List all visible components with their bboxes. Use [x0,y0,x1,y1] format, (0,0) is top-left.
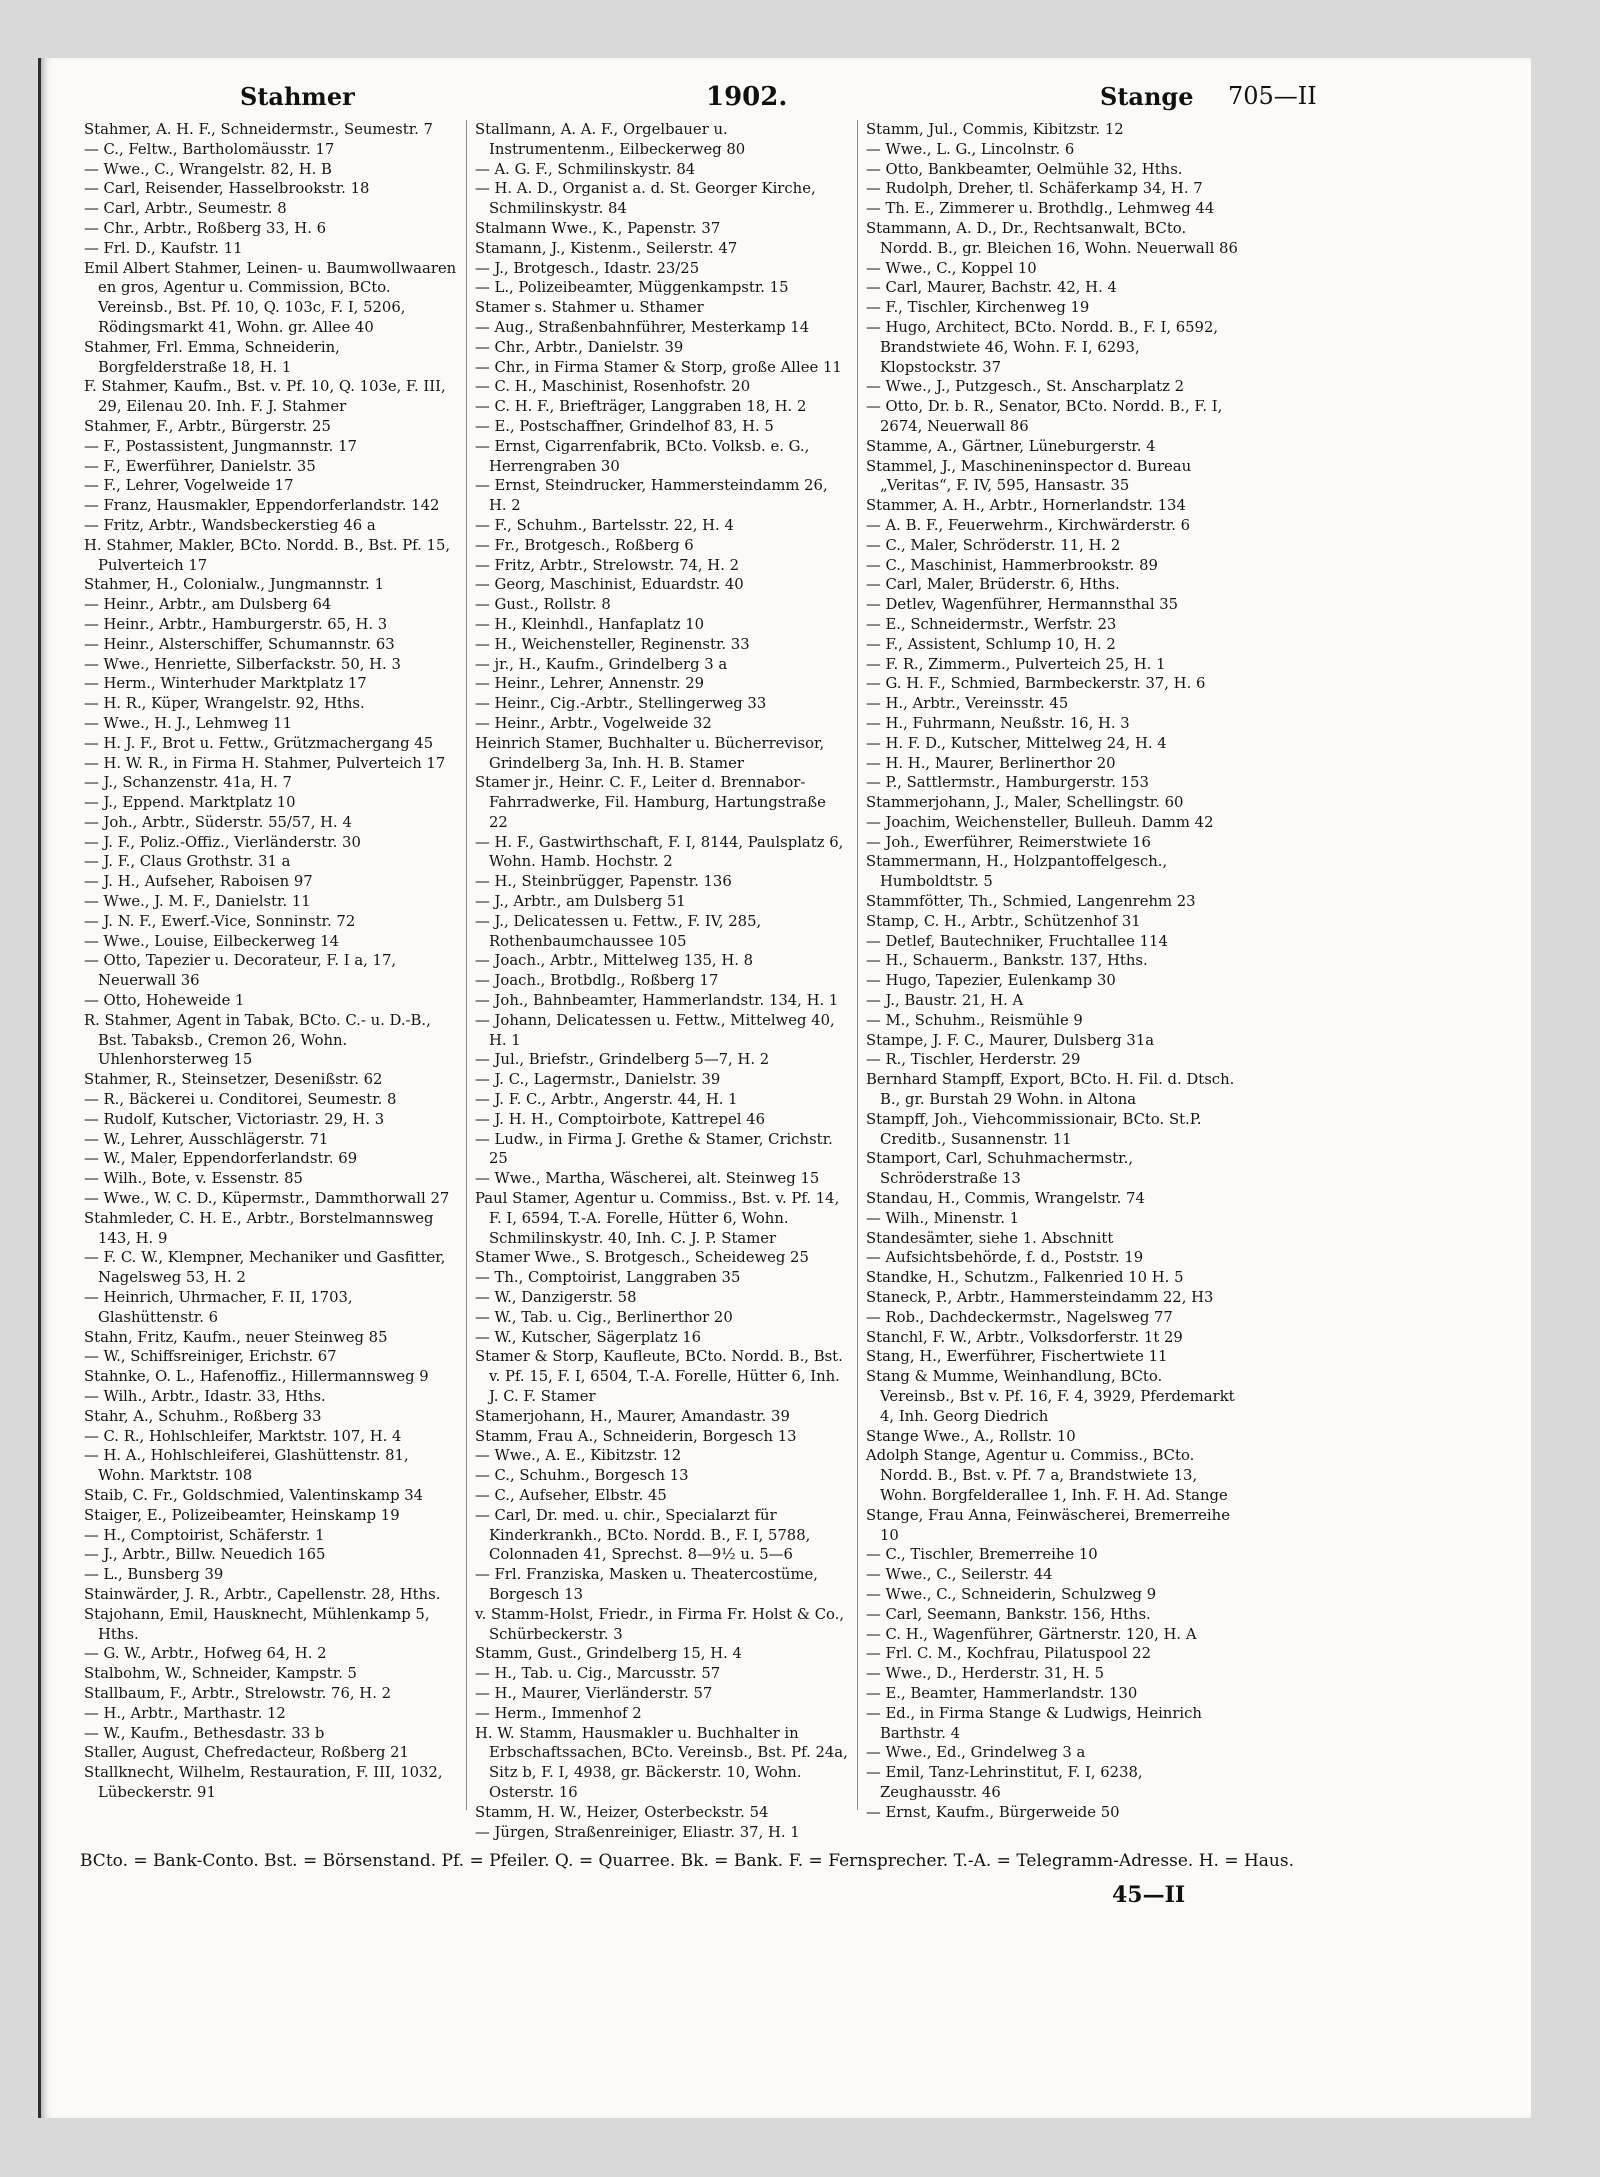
directory-entry: — Aug., Straßenbahnführer, Mesterkamp 14 [475,318,810,336]
directory-entry: — Heinr., Alsterschiffer, Schumannstr. 63 [84,635,395,653]
directory-entry: — Wwe., J., Putzgesch., St. Anscharplatz 2 [866,378,1185,396]
directory-entry: — Georg, Maschinist, Eduardstr. 40 [475,576,744,594]
directory-entry: Staller, August, Chefredacteur, Roßberg 21 [84,1744,409,1762]
directory-entry: — C., Aufseher, Elbstr. 45 [475,1486,667,1504]
directory-entry: — Otto, Hoheweide 1 [84,992,245,1010]
directory-entry: Stammfötter, Th., Schmied, Langenrehm 23 [866,893,1196,911]
directory-entry: Stamp, C. H., Arbtr., Schützenhof 31 [866,912,1141,930]
directory-entry: — W., Maler, Eppendorferlandstr. 69 [84,1150,358,1168]
directory-entry: Staneck, P., Arbtr., Hammersteindamm 22, H3 [866,1289,1214,1307]
directory-entry: — Chr., in Firma Stamer & Storp, große Allee 11 [475,358,842,376]
directory-entry: — J., Brotgesch., Idastr. 23/25 [475,259,700,277]
directory-entry: Stanchl, F. W., Arbtr., Volksdorferstr. 1t 29 [866,1328,1183,1346]
directory-entry: — Fr., Brotgesch., Roßberg 6 [475,536,694,554]
directory-entry: — Wwe., J. M. F., Danielstr. 11 [84,893,311,911]
directory-entry: — W., Kutscher, Sägerplatz 16 [475,1328,702,1346]
directory-entry: — Fritz, Arbtr., Wandsbeckerstieg 46 a [84,516,376,534]
directory-entry: — G. H. F., Schmied, Barmbeckerstr. 37, H. 6 [866,675,1206,693]
directory-entry: — J. N. F., Ewerf.-Vice, Sonninstr. 72 [84,912,356,930]
directory-entry: — Wwe., Ed., Grindelweg 3 a [866,1744,1086,1762]
directory-entry: — Emil, Tanz-Lehrinstitut, F. I, 6238, Zeughausstr. 46 [866,1764,1143,1801]
directory-entry: Standke, H., Schutzm., Falkenried 10 H. 5 [866,1269,1184,1287]
directory-entry: Stamer s. Stahmer u. Sthamer [475,299,704,317]
directory-entry: Stange Wwe., A., Rollstr. 10 [866,1427,1076,1445]
directory-entry: — A. G. F., Schmilinskystr. 84 [475,160,696,178]
directory-entry: — Joh., Bahnbeamter, Hammerlandstr. 134, H. 1 [475,992,839,1010]
directory-entry: — Ernst, Cigarrenfabrik, BCto. Volksb. e. G., Herrengraben 30 [475,437,810,475]
footer-page-marker: 45—II [1112,1882,1186,1908]
directory-entry: — Heinr., Arbtr., am Dulsberg 64 [84,596,332,614]
directory-entry: — Wilh., Bote, v. Essenstr. 85 [84,1170,303,1188]
directory-entry: — W., Tab. u. Cig., Berlinerthor 20 [475,1308,733,1326]
directory-entry: — Wwe., H. J., Lehmweg 11 [84,714,293,732]
directory-entry: Stamm, Jul., Commis, Kibitzstr. 12 [866,121,1124,138]
directory-entry: Stamm, H. W., Heizer, Osterbeckstr. 54 [475,1803,769,1821]
directory-entry: — P., Sattlermstr., Hamburgerstr. 153 [866,774,1149,792]
directory-entry: Stahn, Fritz, Kaufm., neuer Steinweg 85 [84,1328,388,1346]
directory-entry: — Wwe., Louise, Eilbeckerweg 14 [84,932,340,950]
directory-entry: — H. J. F., Brot u. Fettw., Grützmachergang 45 [84,734,434,752]
directory-entry: — H., Tab. u. Cig., Marcusstr. 57 [475,1665,721,1683]
directory-entry: — Joh., Ewerführer, Reimerstwiete 16 [866,833,1151,851]
column-1 [76,120,467,1810]
directory-entry: — G. W., Arbtr., Hofweg 64, H. 2 [84,1645,327,1663]
directory-entry: Stainwärder, J. R., Arbtr., Capellenstr. 28, Hths. [84,1585,441,1603]
directory-entry: Paul Stamer, Agentur u. Commiss., Bst. v. Pf. 14, F. I, 6594, T.-A. Forelle, Hütter 6, Wohn. Schmilinskystr. 40, Inh. C. J. P. Stamer [475,1190,840,1247]
directory-entry: Stampe, J. F. C., Maurer, Dulsberg 31a [866,1031,1155,1049]
directory-entry: — Heinr., Arbtr., Vogelweide 32 [475,714,712,732]
directory-entry: — J., Delicatessen u. Fettw., F. IV, 285, Rothenbaumchaussee 105 [475,912,762,950]
directory-entry: v. Stamm-Holst, Friedr., in Firma Fr. Holst & Co., Schürbeckerstr. 3 [475,1605,845,1643]
directory-entry: Stammermann, H., Holzpantoffelgesch., Humboldtstr. 5 [866,853,1168,891]
directory-entry: — Detlev, Wagenführer, Hermannsthal 35 [866,596,1179,614]
directory-entry: — H., Steinbrügger, Papenstr. 136 [475,873,732,891]
directory-entry: — Aufsichtsbehörde, f. d., Poststr. 19 [866,1249,1144,1267]
directory-entry: Stamerjohann, H., Maurer, Amandastr. 39 [475,1407,790,1425]
directory-entry: — Johann, Delicatessen u. Fettw., Mittelweg 40, H. 1 [475,1011,835,1049]
directory-entry: — H. W. R., in Firma H. Stahmer, Pulverteich 17 [84,754,446,772]
directory-entry: — R., Bäckerei u. Conditorei, Seumestr. 8 [84,1091,397,1109]
directory-entry: — J. F. C., Arbtr., Angerstr. 44, H. 1 [475,1091,738,1109]
directory-entry: — H. H., Maurer, Berlinerthor 20 [866,754,1116,772]
directory-entry: — H., Maurer, Vierländerstr. 57 [475,1684,713,1702]
directory-entry: Stamer & Storp, Kaufleute, BCto. Nordd. B., Bst. v. Pf. 15, F. I, 6504, T.-A. Forelle, Hütter 6, Inh. J. C. F. Stamer [475,1348,843,1405]
directory-entry: Staib, C. Fr., Goldschmied, Valentinskamp 34 [84,1486,424,1504]
directory-entry: — F., Postassistent, Jungmannstr. 17 [84,437,357,455]
directory-entry: — Frl. D., Kaufstr. 11 [84,239,243,257]
directory-entry: — Wwe., W. C. D., Küpermstr., Dammthorwall 27 [84,1190,450,1208]
directory-entry: — Hugo, Tapezier, Eulenkamp 30 [866,972,1116,990]
directory-entry: — Ed., in Firma Stange & Ludwigs, Heinrich Barthstr. 4 [866,1704,1202,1742]
directory-entry: Stammerjohann, J., Maler, Schellingstr. 60 [866,794,1184,812]
directory-entry: — Ernst, Steindrucker, Hammersteindamm 26, H. 2 [475,477,828,515]
directory-entry: — H., Kleinhdl., Hanfaplatz 10 [475,615,705,633]
directory-entry: — Herm., Winterhuder Marktplatz 17 [84,675,367,693]
directory-entry: — F. C. W., Klempner, Mechaniker und Gasfitter, Nagelsweg 53, H. 2 [84,1249,446,1287]
directory-entry: Stahmer, R., Steinsetzer, Desenißstr. 62 [84,1071,383,1089]
directory-entry: — Heinr., Arbtr., Hamburgerstr. 65, H. 3 [84,615,388,633]
directory-entry: — Ludw., in Firma J. Grethe & Stamer, Crichstr. 25 [475,1130,833,1168]
directory-entry: — Hugo, Architect, BCto. Nordd. B., F. I, 6592, Brandstwiete 46, Wohn. F. I, 6293, Klopstockstr. 37 [866,318,1219,376]
directory-entry: — J. F., Poliz.-Offiz., Vierländerstr. 30 [84,833,361,851]
directory-entry: Heinrich Stamer, Buchhalter u. Bücherrevisor, Grindelberg 3a, Inh. H. B. Stamer [475,734,825,772]
directory-entry: — Frl. C. M., Kochfrau, Pilatuspool 22 [866,1645,1151,1663]
directory-entry: — Wwe., L. G., Lincolnstr. 6 [866,140,1075,158]
directory-entry: Standau, H., Commis, Wrangelstr. 74 [866,1190,1145,1208]
abbreviation-legend: BCto. = Bank-Conto. Bst. = Börsenstand. Pf. = Pfeiler. Q. = Quarree. Bk. = Bank. F. = Fernsprecher. T.-A. = Telegramm-Adresse. H. = Haus. [80,1851,1295,1871]
directory-entry: — Jul., Briefstr., Grindelberg 5—7, H. 2 [475,1051,770,1069]
directory-entry: Stalmann Wwe., K., Papenstr. 37 [475,219,721,237]
directory-entry: Stajohann, Emil, Hausknecht, Mühlenkamp 5, Hths. [84,1605,430,1643]
directory-entry: — Otto, Dr. b. R., Senator, BCto. Nordd. B., F. I, 2674, Neuerwall 86 [866,398,1223,435]
directory-entry: R. Stahmer, Agent in Tabak, BCto. C.- u. D.-B., Bst. Tabaksb., Cremon 26, Wohn. Uhlenhorsterweg 15 [84,1011,431,1069]
directory-entry: — J., Schanzenstr. 41a, H. 7 [84,774,292,792]
directory-columns [76,120,1416,1841]
directory-entry: H. Stahmer, Makler, BCto. Nordd. B., Bst. Pf. 15, Pulverteich 17 [84,536,451,574]
directory-entry: Stahmer, H., Colonialw., Jungmannstr. 1 [84,576,384,594]
directory-entry: — J., Eppend. Marktplatz 10 [84,794,296,812]
directory-entry: — C. H., Wagenführer, Gärtnerstr. 120, H. A [866,1625,1197,1643]
directory-entry: — Wwe., Martha, Wäscherei, alt. Steinweg 15 [475,1170,820,1188]
directory-entry: — Otto, Tapezier u. Decorateur, F. I a, 17, Neuerwall 36 [84,952,397,990]
directory-entry: Stampff, Joh., Viehcommissionair, BCto. St.P. Creditb., Susannenstr. 11 [866,1110,1202,1148]
directory-entry: — J. C., Lagermstr., Danielstr. 39 [475,1071,721,1089]
directory-entry: — Carl, Reisender, Hasselbrookstr. 18 [84,180,370,198]
directory-entry: Stamme, A., Gärtner, Lüneburgerstr. 4 [866,437,1156,455]
directory-entry: — L., Polizeibeamter, Müggenkampstr. 15 [475,279,789,297]
directory-entry: Stamann, J., Kistenm., Seilerstr. 47 [475,239,738,257]
directory-entry: Stamm, Gust., Grindelberg 15, H. 4 [475,1645,742,1663]
directory-entry: — Wwe., C., Wrangelstr. 82, H. B [84,160,332,178]
directory-entry: — Th. E., Zimmerer u. Brothdlg., Lehmweg 44 [866,200,1215,218]
directory-entry: — Gust., Rollstr. 8 [475,596,611,614]
directory-entry: — jr., H., Kaufm., Grindelberg 3 a [475,655,728,673]
directory-entry: — F., Ewerführer, Danielstr. 35 [84,457,316,475]
directory-entry: — C. H. F., Briefträger, Langgraben 18, H. 2 [475,398,807,416]
header-page-number: 705—II [1228,82,1317,110]
directory-entry: — Joach., Arbtr., Mittelweg 135, H. 8 [475,952,754,970]
directory-entry: — Wwe., C., Koppel 10 [866,259,1037,277]
directory-entry: — F., Tischler, Kirchenweg 19 [866,299,1090,317]
directory-entry: — H. R., Küper, Wrangelstr. 92, Hths. [84,695,365,713]
directory-entry: — Carl, Maurer, Bachstr. 42, H. 4 [866,279,1117,297]
page-header [80,82,1415,118]
directory-entry: — Carl, Seemann, Bankstr. 156, Hths. [866,1605,1151,1623]
directory-entry: — Heinr., Cig.-Arbtr., Stellingerweg 33 [475,695,767,713]
directory-entry: Emil Albert Stahmer, Leinen- u. Baumwollwaaren en gros, Agentur u. Commission, BCto. Vereinsb., Bst. Pf. 10, Q. 103c, F. I, 5206, Rödingsmarkt 41, Wohn. gr. Allee 40 [84,259,457,336]
directory-entry: — H., Schauerm., Bankstr. 137, Hths. [866,952,1148,970]
directory-entry: — H., Comptoirist, Schäferstr. 1 [84,1526,325,1544]
directory-entry: — M., Schuhm., Reismühle 9 [866,1011,1083,1029]
directory-entry: — R., Tischler, Herderstr. 29 [866,1051,1081,1069]
directory-entry: — Carl, Maler, Brüderstr. 6, Hths. [866,576,1120,594]
directory-entry: — W., Schiffsreiniger, Erichstr. 67 [84,1348,337,1366]
directory-entry: — Rob., Dachdeckermstr., Nagelsweg 77 [866,1308,1173,1326]
header-right-keyword: Stange [1100,82,1194,111]
directory-entry: — H., Arbtr., Vereinsstr. 45 [866,695,1069,713]
directory-entry: H. W. Stamm, Hausmakler u. Buchhalter in Erbschaftssachen, BCto. Vereinsb., Bst. Pf. 24a, Sitz b, F. I, 4938, gr. Bäckerstr. 10, Wohn. Osterstr. 16 [475,1724,848,1801]
directory-entry: — L., Bunsberg 39 [84,1566,224,1584]
directory-entry: — F., Schuhm., Bartelsstr. 22, H. 4 [475,516,734,534]
directory-entry: — Chr., Arbtr., Danielstr. 39 [475,338,684,356]
directory-entry: — C., Feltw., Bartholomäusstr. 17 [84,140,335,158]
directory-entry: — Joachim, Weichensteller, Bulleuh. Damm 42 [866,813,1214,831]
directory-entry: Stallbaum, F., Arbtr., Strelowstr. 76, H. 2 [84,1684,392,1702]
directory-entry: Stamm, Frau A., Schneiderin, Borgesch 13 [475,1427,797,1445]
directory-entry: Stamer jr., Heinr. C. F., Leiter d. Brennabor-Fahrradwerke, Fil. Hamburg, Hartungstraße 22 [475,774,826,831]
directory-entry: Stahmer, F., Arbtr., Bürgerstr. 25 [84,417,331,435]
directory-entry: — Carl, Arbtr., Seumestr. 8 [84,200,287,218]
directory-entry: — H. A., Hohlschleiferei, Glashüttenstr. 81, Wohn. Marktstr. 108 [84,1447,409,1485]
directory-entry: — Carl, Dr. med. u. chir., Specialarzt für Kinderkrankh., BCto. Nordd. B., F. I, 5788, Colonnaden 41, Sprechst. 8—9½ u. 5—6 [475,1506,811,1564]
directory-entry: — A. B. F., Feuerwehrm., Kirchwärderstr. 6 [866,516,1191,534]
directory-entry: — Wilh., Arbtr., Idastr. 33, Hths. [84,1388,326,1405]
directory-entry: — H. F. D., Kutscher, Mittelweg 24, H. 4 [866,734,1167,752]
directory-entry: Adolph Stange, Agentur u. Commiss., BCto. Nordd. B., Bst. v. Pf. 7 a, Brandstwiete 13, Wohn. Borgfelderallee 1, Inh. F. H. Ad. Stange [866,1447,1228,1504]
directory-entry: — C., Maler, Schröderstr. 11, H. 2 [866,536,1121,554]
directory-entry: Stahnke, O. L., Hafenoffiz., Hillermannsweg 9 [84,1368,429,1386]
directory-entry: — J., Arbtr., am Dulsberg 51 [475,893,686,911]
directory-entry: — C. R., Hohlschleifer, Marktstr. 107, H. 4 [84,1427,402,1445]
directory-entry: Stammann, A. D., Dr., Rechtsanwalt, BCto. Nordd. B., gr. Bleichen 16, Wohn. Neuerwall 86 [866,219,1238,257]
directory-entry: Stange, Frau Anna, Feinwäscherei, Bremerreihe 10 [866,1506,1230,1544]
directory-entry: — F. R., Zimmerm., Pulverteich 25, H. 1 [866,655,1166,673]
directory-entry: — Jürgen, Straßenreiniger, Eliastr. 37, H. 1 [475,1823,800,1841]
directory-entry: — J. H., Aufseher, Raboisen 97 [84,873,313,891]
directory-entry: — W., Lehrer, Ausschlägerstr. 71 [84,1130,329,1148]
directory-entry: Stahmleder, C. H. E., Arbtr., Borstelmannsweg 143, H. 9 [84,1209,434,1247]
directory-entry: — E., Postschaffner, Grindelhof 83, H. 5 [475,417,774,435]
directory-entry: Stamport, Carl, Schuhmachermstr., Schröderstraße 13 [866,1150,1134,1188]
directory-entry: — Wwe., D., Herderstr. 31, H. 5 [866,1665,1105,1683]
directory-entry: — Fritz, Arbtr., Strelowstr. 74, H. 2 [475,556,740,574]
directory-entry: Stahmer, A. H. F., Schneidermstr., Seumestr. 7 [84,121,433,138]
directory-entry: — Wilh., Minenstr. 1 [866,1209,1020,1227]
directory-entry: Stamer Wwe., S. Brotgesch., Scheideweg 25 [475,1249,809,1267]
directory-entry: — Joh., Arbtr., Süderstr. 55/57, H. 4 [84,813,352,831]
directory-entry: — Ernst, Kaufm., Bürgerweide 50 [866,1803,1120,1821]
directory-entry: — Chr., Arbtr., Roßberg 33, H. 6 [84,219,327,237]
header-left-keyword: Stahmer [240,82,355,111]
directory-entry: — Wwe., C., Schneiderin, Schulzweg 9 [866,1585,1157,1603]
directory-entry: Stalbohm, W., Schneider, Kampstr. 5 [84,1665,357,1683]
directory-entry: — Wwe., C., Seilerstr. 44 [866,1566,1053,1584]
directory-entry: — Rudolph, Dreher, tl. Schäferkamp 34, H. 7 [866,180,1203,198]
directory-entry: — H., Fuhrmann, Neußstr. 16, H. 3 [866,714,1130,732]
directory-entry: — Otto, Bankbeamter, Oelmühle 32, Hths. [866,160,1183,178]
directory-entry: — E., Schneidermstr., Werfstr. 23 [866,615,1117,633]
header-year: 1902. [706,82,788,112]
directory-entry: — F., Assistent, Schlump 10, H. 2 [866,635,1116,653]
directory-entry: — W., Kaufm., Bethesdastr. 33 b [84,1724,325,1742]
directory-entry: — H. A. D., Organist a. d. St. Georger Kirche, Schmilinskystr. 84 [475,180,816,218]
directory-entry: — J. F., Claus Grothstr. 31 a [84,853,291,871]
directory-entry: — W., Danzigerstr. 58 [475,1289,637,1307]
directory-entry: Bernhard Stampff, Export, BCto. H. Fil. d. Dtsch. B., gr. Burstah 29 Wohn. in Altona [866,1071,1235,1109]
column-3 [858,120,1248,1821]
directory-entry: — Heinrich, Uhrmacher, F. II, 1703, Glashüttenstr. 6 [84,1289,353,1326]
directory-entry: — C., Maschinist, Hammerbrookstr. 89 [866,556,1158,574]
directory-entry: Stammer, A. H., Arbtr., Hornerlandstr. 134 [866,497,1186,515]
directory-entry: Stahr, A., Schuhm., Roßberg 33 [84,1407,322,1425]
directory-entry: Stammel, J., Maschineninspector d. Bureau „Veritas“, F. IV, 595, Hansastr. 35 [866,457,1192,495]
directory-entry: — H. F., Gastwirthschaft, F. I, 8144, Paulsplatz 6, Wohn. Hamb. Hochstr. 2 [475,833,844,871]
directory-entry: — J., Baustr. 21, H. A [866,992,1024,1010]
directory-entry: — Franz, Hausmakler, Eppendorferlandstr. 142 [84,497,440,515]
directory-entry: — H., Weichensteller, Reginenstr. 33 [475,635,750,653]
directory-entry: — C., Schuhm., Borgesch 13 [475,1467,689,1485]
directory-entry: F. Stahmer, Kaufm., Bst. v. Pf. 10, Q. 103e, F. III, 29, Eilenau 20. Inh. F. J. Stahmer [84,378,446,416]
directory-entry: Stallknecht, Wilhelm, Restauration, F. III, 1032, Lübeckerstr. 91 [84,1764,443,1801]
column-2 [467,120,858,1841]
directory-entry: Stang & Mumme, Weinhandlung, BCto. Vereinsb., Bst v. Pf. 16, F. 4, 3929, Pferdemarkt 4, Inh. Georg Diedrich [866,1368,1235,1425]
directory-entry: — F., Lehrer, Vogelweide 17 [84,477,294,495]
directory-entry: Stallmann, A. A. F., Orgelbauer u. Instrumentenm., Eilbeckerweg 80 [475,121,746,158]
directory-entry: Stahmer, Frl. Emma, Schneiderin, Borgfelderstraße 18, H. 1 [84,338,340,376]
directory-entry: — C., Tischler, Bremerreihe 10 [866,1546,1098,1564]
directory-entry: — Herm., Immenhof 2 [475,1704,642,1722]
directory-entry: — Wwe., Henriette, Silberfackstr. 50, H. 3 [84,655,401,673]
directory-entry: — Heinr., Lehrer, Annenstr. 29 [475,675,705,693]
directory-entry: — Wwe., A. E., Kibitzstr. 12 [475,1447,682,1465]
directory-entry: — H., Arbtr., Marthastr. 12 [84,1704,286,1722]
directory-entry: — Rudolf, Kutscher, Victoriastr. 29, H. 3 [84,1110,385,1128]
directory-entry: — Detlef, Bautechniker, Fruchtallee 114 [866,932,1168,950]
directory-entry: — C. H., Maschinist, Rosenhofstr. 20 [475,378,751,396]
directory-entry: — Th., Comptoirist, Langgraben 35 [475,1269,741,1287]
directory-entry: Stang, H., Ewerführer, Fischertwiete 11 [866,1348,1168,1366]
directory-entry: — J., Arbtr., Billw. Neuedich 165 [84,1546,326,1564]
directory-entry: — Frl. Franziska, Masken u. Theatercostüme, Borgesch 13 [475,1566,818,1603]
directory-entry: Standesämter, siehe 1. Abschnitt [866,1229,1114,1247]
directory-entry: Staiger, E., Polizeibeamter, Heinskamp 19 [84,1506,400,1524]
directory-entry: — E., Beamter, Hammerlandstr. 130 [866,1684,1138,1702]
directory-entry: — Joach., Brotbdlg., Roßberg 17 [475,972,719,990]
directory-entry: — J. H. H., Comptoirbote, Kattrepel 46 [475,1110,765,1128]
